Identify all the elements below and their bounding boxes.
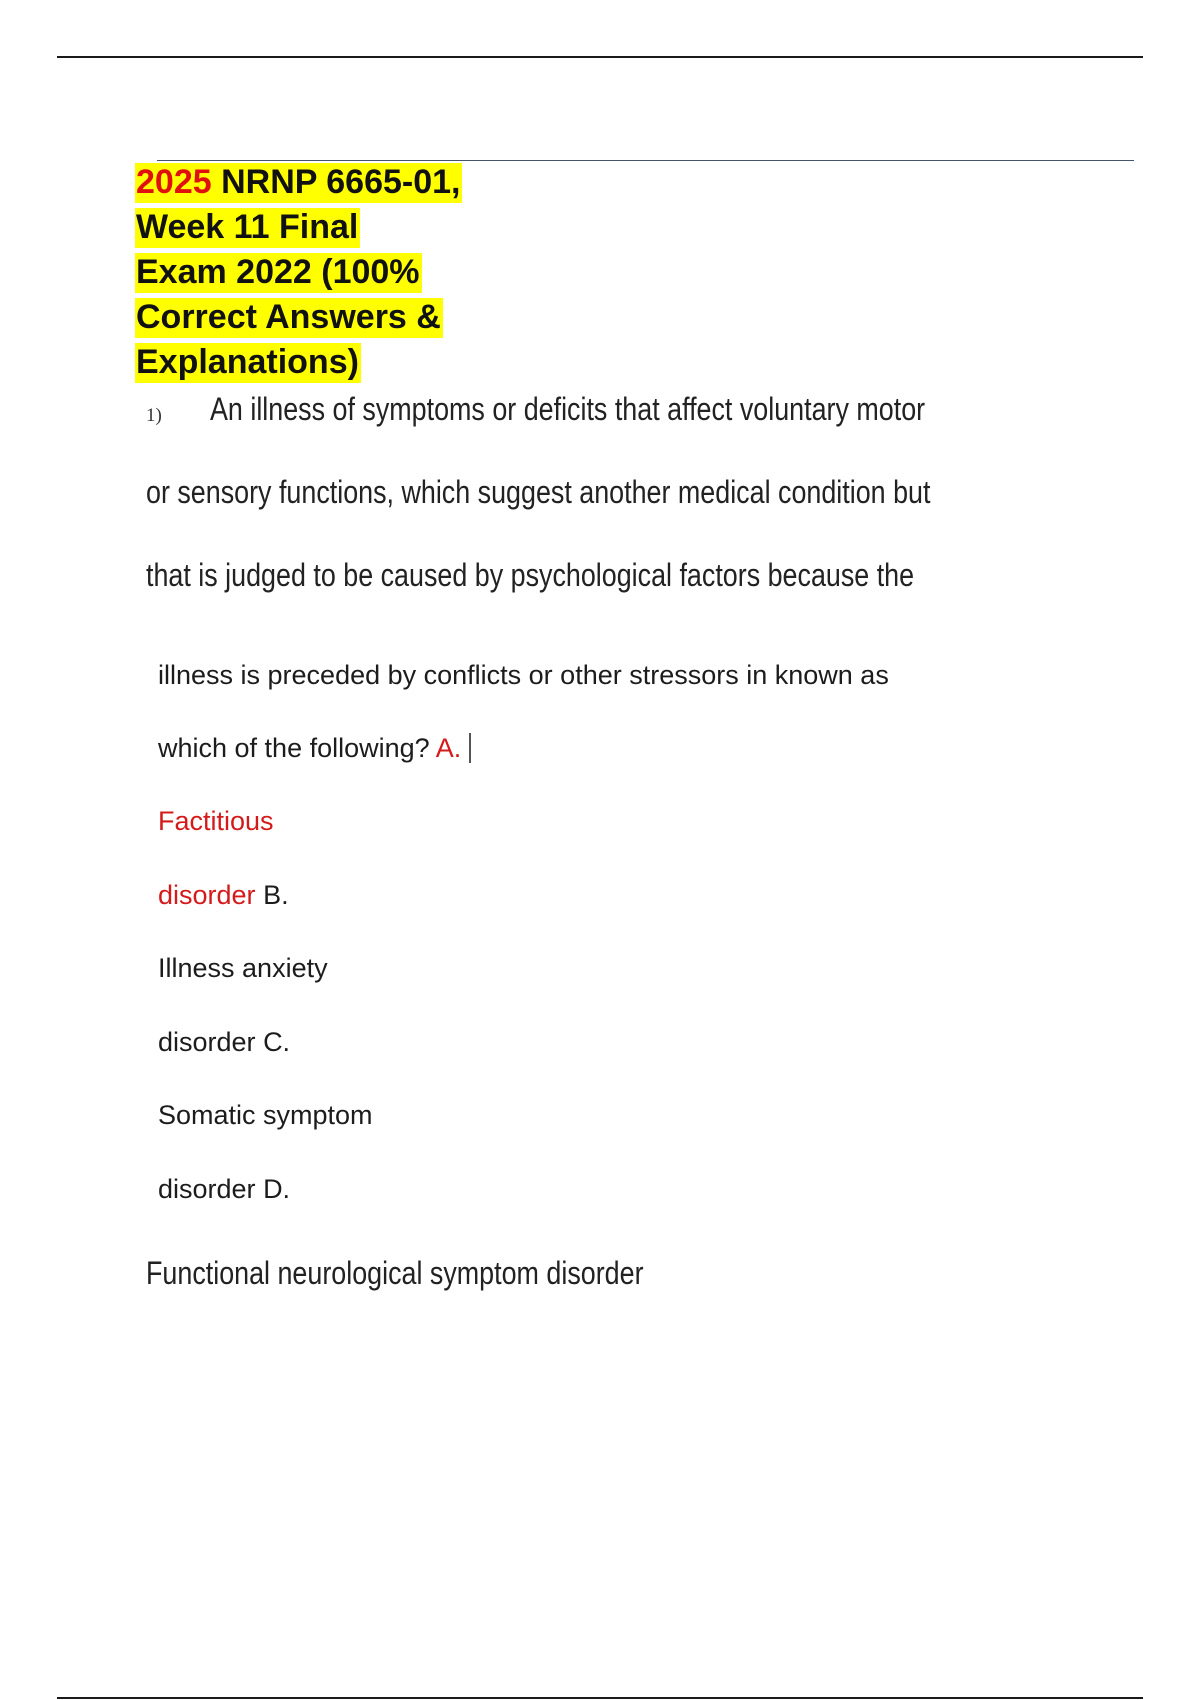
question-line-5	[158, 733, 471, 764]
question-line-3: that is judged to be caused by psychological factors because the	[146, 557, 915, 593]
option-b-text-1: Illness anxiety	[158, 953, 328, 983]
option-d-text: Functional neurological symptom disorder	[146, 1255, 644, 1291]
bottom-rule	[57, 1697, 1143, 1699]
title-course: NRNP 6665-01,	[211, 163, 461, 201]
option-c-letter: C.	[263, 1027, 291, 1057]
page-title	[135, 160, 462, 385]
option-d-letter: D.	[263, 1174, 291, 1204]
option-c-text-1: Somatic symptom	[158, 1100, 373, 1130]
top-rule	[57, 56, 1143, 58]
option-a-line-2	[158, 880, 289, 911]
option-a-text-1: Factitious	[158, 806, 274, 836]
title-line-2: Week 11 Final	[136, 208, 359, 246]
option-a-letter: A.	[435, 733, 462, 763]
question-line-2: or sensory functions, which suggest another medical condition but	[146, 474, 931, 510]
option-b-letter: B.	[263, 880, 289, 910]
question-number: 1)	[146, 405, 162, 426]
option-a-text-2: disorder	[158, 880, 256, 910]
text-cursor	[469, 733, 471, 763]
question-prompt: which of the following?	[158, 733, 430, 763]
title-line-5: Explanations)	[136, 343, 359, 381]
question-line-1: An illness of symptoms or deficits that affect voluntary motor	[210, 391, 926, 427]
title-line-3: Exam 2022 (100%	[136, 253, 420, 291]
option-b-line-2	[158, 1027, 290, 1058]
question-line-4: illness is preceded by conflicts or other stressors in known as	[158, 660, 889, 690]
title-year: 2025	[136, 163, 212, 201]
option-b-text-2: disorder	[158, 1027, 256, 1057]
title-line-1	[135, 163, 462, 203]
option-c-text-2: disorder	[158, 1174, 256, 1204]
title-line-4: Correct Answers &	[136, 298, 441, 336]
option-c-line-2	[158, 1174, 290, 1205]
